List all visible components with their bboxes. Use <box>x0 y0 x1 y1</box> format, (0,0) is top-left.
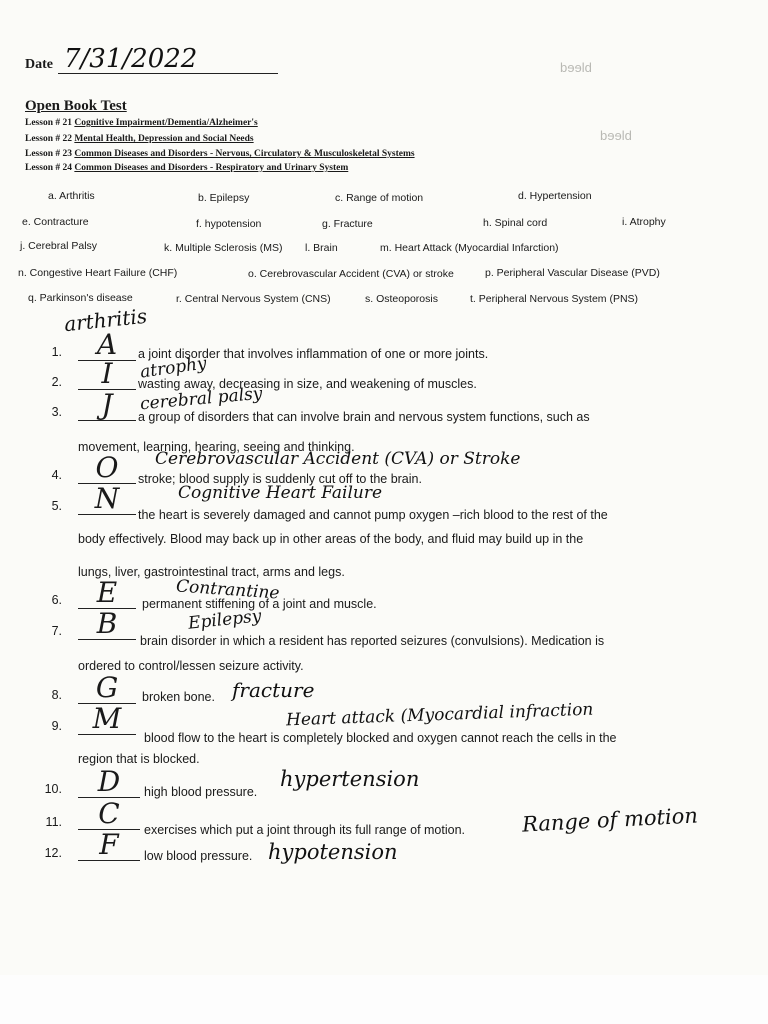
question-text-continued: ordered to control/lessen seizure activity. <box>78 659 304 673</box>
term-item: g. Fracture <box>322 218 373 230</box>
question-number: 2. <box>51 375 62 389</box>
question-text-content: a group of disorders that can involve brain and nervous system functions, such as <box>138 410 590 424</box>
question-number: 6. <box>51 593 62 607</box>
answer-letter: N <box>94 482 120 515</box>
question-text: wasting away, decreasing in size, and weakening of muscles. <box>138 377 477 391</box>
term-item: j. Cerebral Palsy <box>20 240 98 252</box>
lesson-prefix: Lesson # 21 <box>25 118 72 128</box>
question-text-continued: region that is blocked. <box>78 752 200 766</box>
answer-letter: B <box>96 607 118 640</box>
term-item: a. Arthritis <box>48 190 95 202</box>
question-text: exercises which put a joint through its full range of motion. <box>144 823 466 837</box>
question-number: 5. <box>51 499 62 513</box>
handwritten-term: hypertension <box>280 767 420 791</box>
answer-letter: E <box>96 576 118 609</box>
question-number: 3. <box>51 405 62 419</box>
handwritten-term: arthritis <box>62 303 149 337</box>
lesson-line <box>25 149 415 159</box>
question-number: 7. <box>51 624 62 638</box>
question-text: permanent stiffening of a joint and muscle. <box>142 597 377 611</box>
handwritten-term: Epilepsy <box>187 606 263 634</box>
answer-letter: G <box>95 671 119 704</box>
question-text-continued: movement, learning, hearing, seeing and thinking. <box>78 440 355 454</box>
bleed-through-text: bleed <box>560 60 592 75</box>
question-number: 11. <box>45 815 62 829</box>
term-item: i. Atrophy <box>622 216 666 228</box>
handwritten-term: Range of motion <box>521 803 699 837</box>
handwritten-term: fracture <box>232 678 315 702</box>
term-item: p. Peripheral Vascular Disease (PVD) <box>485 267 660 279</box>
lesson-line <box>25 118 258 128</box>
handwritten-term: Cerebrovascular Accident (CVA) or Stroke <box>155 449 521 469</box>
question-text: a joint disorder that involves inflammation of one or more joints. <box>138 347 489 361</box>
term-item: s. Osteoporosis <box>365 293 438 305</box>
term-item: c. Range of motion <box>335 192 424 204</box>
lesson-title: Mental Health, Depression and Social Needs <box>74 134 254 144</box>
handwritten-term: Cognitive Heart Failure <box>178 483 383 503</box>
answer-letter: J <box>101 388 113 421</box>
term-item: r. Central Nervous System (CNS) <box>176 293 331 305</box>
lesson-line <box>25 163 348 173</box>
term-item: l. Brain <box>305 242 338 254</box>
lesson-prefix: Lesson # 23 <box>25 149 72 159</box>
term-item: d. Hypertension <box>518 190 592 202</box>
date-value: 7/31/2022 <box>64 44 198 74</box>
answer-letter: D <box>97 765 121 798</box>
answer-letter: C <box>98 797 120 830</box>
question-text-continued: body effectively. Blood may back up in other areas of the body, and fluid may build up in the <box>78 532 584 546</box>
term-item: e. Contracture <box>22 216 89 228</box>
lesson-title: Common Diseases and Disorders - Nervous, Circulatory & Musculoskeletal Systems <box>74 149 415 159</box>
question-text: brain disorder in which a resident has reported seizures (convulsions). Medication is <box>140 634 605 648</box>
lesson-prefix: Lesson # 24 <box>25 163 72 173</box>
term-item: k. Multiple Sclerosis (MS) <box>164 242 283 254</box>
term-item: m. Heart Attack (Myocardial Infarction) <box>380 242 559 254</box>
question-text: high blood pressure. <box>144 785 258 799</box>
handwritten-term: atrophy <box>138 353 208 383</box>
lesson-title: Cognitive Impairment/Dementia/Alzheimer's <box>74 118 258 128</box>
question-number: 4. <box>51 468 62 482</box>
answer-letter: O <box>95 451 119 484</box>
bleed-through-text: bleed <box>600 128 632 143</box>
page-title: Open Book Test <box>25 98 127 114</box>
lesson-title: Common Diseases and Disorders - Respiratory and Urinary System <box>74 163 349 173</box>
date-label: Date <box>25 57 53 72</box>
term-item: h. Spinal cord <box>483 217 548 229</box>
term-item: n. Congestive Heart Failure (CHF) <box>18 267 178 279</box>
handwritten-term: hypotension <box>268 840 398 864</box>
answer-letter: F <box>99 828 119 861</box>
question-text: the heart is severely damaged and cannot pump oxygen –rich blood to the rest of the <box>138 508 608 522</box>
answer-letter: M <box>92 702 122 735</box>
handwritten-term: Heart attack (Myocardial infraction <box>285 699 594 731</box>
question-number: 8. <box>51 688 62 702</box>
question-text <box>138 410 590 424</box>
lesson-prefix: Lesson # 22 <box>25 134 72 144</box>
scan-margin <box>0 975 768 1024</box>
question-text-continued: lungs, liver, gastrointestinal tract, arms and legs. <box>78 565 345 579</box>
handwritten-term: Contrantine <box>175 576 281 604</box>
question-number: 12. <box>44 846 62 860</box>
term-item: q. Parkinson's disease <box>28 292 133 304</box>
term-item: b. Epilepsy <box>198 192 250 204</box>
question-text: stroke; blood supply is suddenly cut off to the brain. <box>138 472 422 486</box>
question-text: broken bone. <box>142 690 215 704</box>
question-text: blood flow to the heart is completely blocked and oxygen cannot reach the cells in the <box>144 731 617 745</box>
question-text: low blood pressure. <box>144 849 253 863</box>
question-number: 1. <box>51 345 62 359</box>
question-number: 10. <box>44 782 62 796</box>
answer-letter: I <box>101 357 113 390</box>
lesson-line <box>25 134 254 144</box>
term-item: f. hypotension <box>196 218 262 230</box>
question-number: 9. <box>51 719 62 733</box>
term-item: o. Cerebrovascular Accident (CVA) or stroke <box>248 268 454 280</box>
term-item: t. Peripheral Nervous System (PNS) <box>470 293 639 305</box>
handwritten-term: cerebral palsy <box>139 383 264 415</box>
answer-letter: A <box>96 328 118 361</box>
